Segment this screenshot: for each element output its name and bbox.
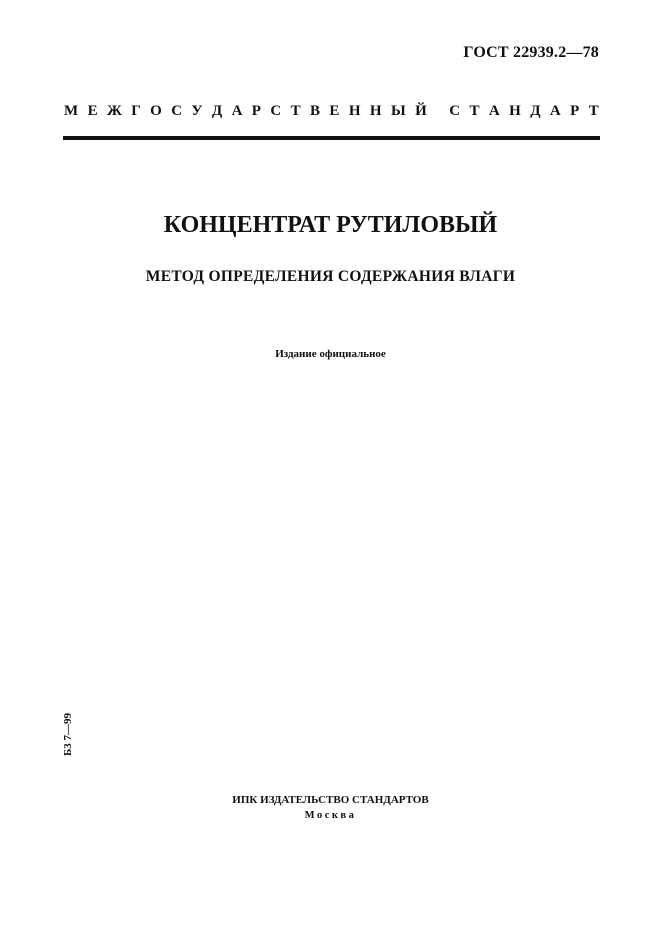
banner-letter: Н: [369, 103, 382, 119]
banner-letter: Д: [530, 103, 541, 119]
document-title: КОНЦЕНТРАТ РУТИЛОВЫЙ: [163, 212, 498, 238]
banner-letter: Т: [469, 103, 480, 119]
banner-letter: М: [64, 103, 79, 119]
banner-letter: О: [150, 103, 162, 119]
banner-letter: Е: [87, 103, 98, 119]
banner-letter: А: [231, 103, 243, 119]
banner-letter: Р: [251, 103, 261, 119]
banner-letter: Ж: [106, 103, 122, 119]
banner-letter: С: [449, 103, 461, 119]
side-code: Б3 7—99: [62, 712, 74, 756]
banner-letter: Д: [211, 103, 223, 119]
document-subtitle: МЕТОД ОПРЕДЕЛЕНИЯ СОДЕРЖАНИЯ ВЛАГИ: [145, 268, 516, 285]
banner-letter: Н: [509, 103, 521, 119]
banner-letter: С: [270, 103, 282, 119]
banner-letter: Т: [290, 103, 301, 119]
banner-letter: У: [191, 103, 203, 119]
banner-letter: Е: [329, 103, 340, 119]
standard-number: ГОСТ 22939.2—78: [463, 44, 599, 61]
banner-letter: А: [549, 103, 561, 119]
banner-letter: Р: [570, 103, 580, 119]
header-divider: [63, 136, 600, 140]
publisher-city: Москва: [304, 810, 357, 821]
banner-letter: Ы: [390, 103, 406, 119]
banner-letter: Н: [348, 103, 361, 119]
standard-type-banner: [64, 103, 599, 120]
banner-letter: Г: [131, 103, 141, 119]
publisher: ИПК ИЗДАТЕЛЬСТВО СТАНДАРТОВ: [232, 794, 429, 806]
banner-letter: [436, 103, 440, 120]
banner-letter: А: [488, 103, 500, 119]
banner-letter: С: [171, 103, 183, 119]
banner-letter: Й: [415, 103, 427, 119]
banner-letter: В: [310, 103, 321, 119]
banner-letter: Т: [588, 103, 599, 119]
edition-note: Издание официальное: [275, 348, 386, 360]
